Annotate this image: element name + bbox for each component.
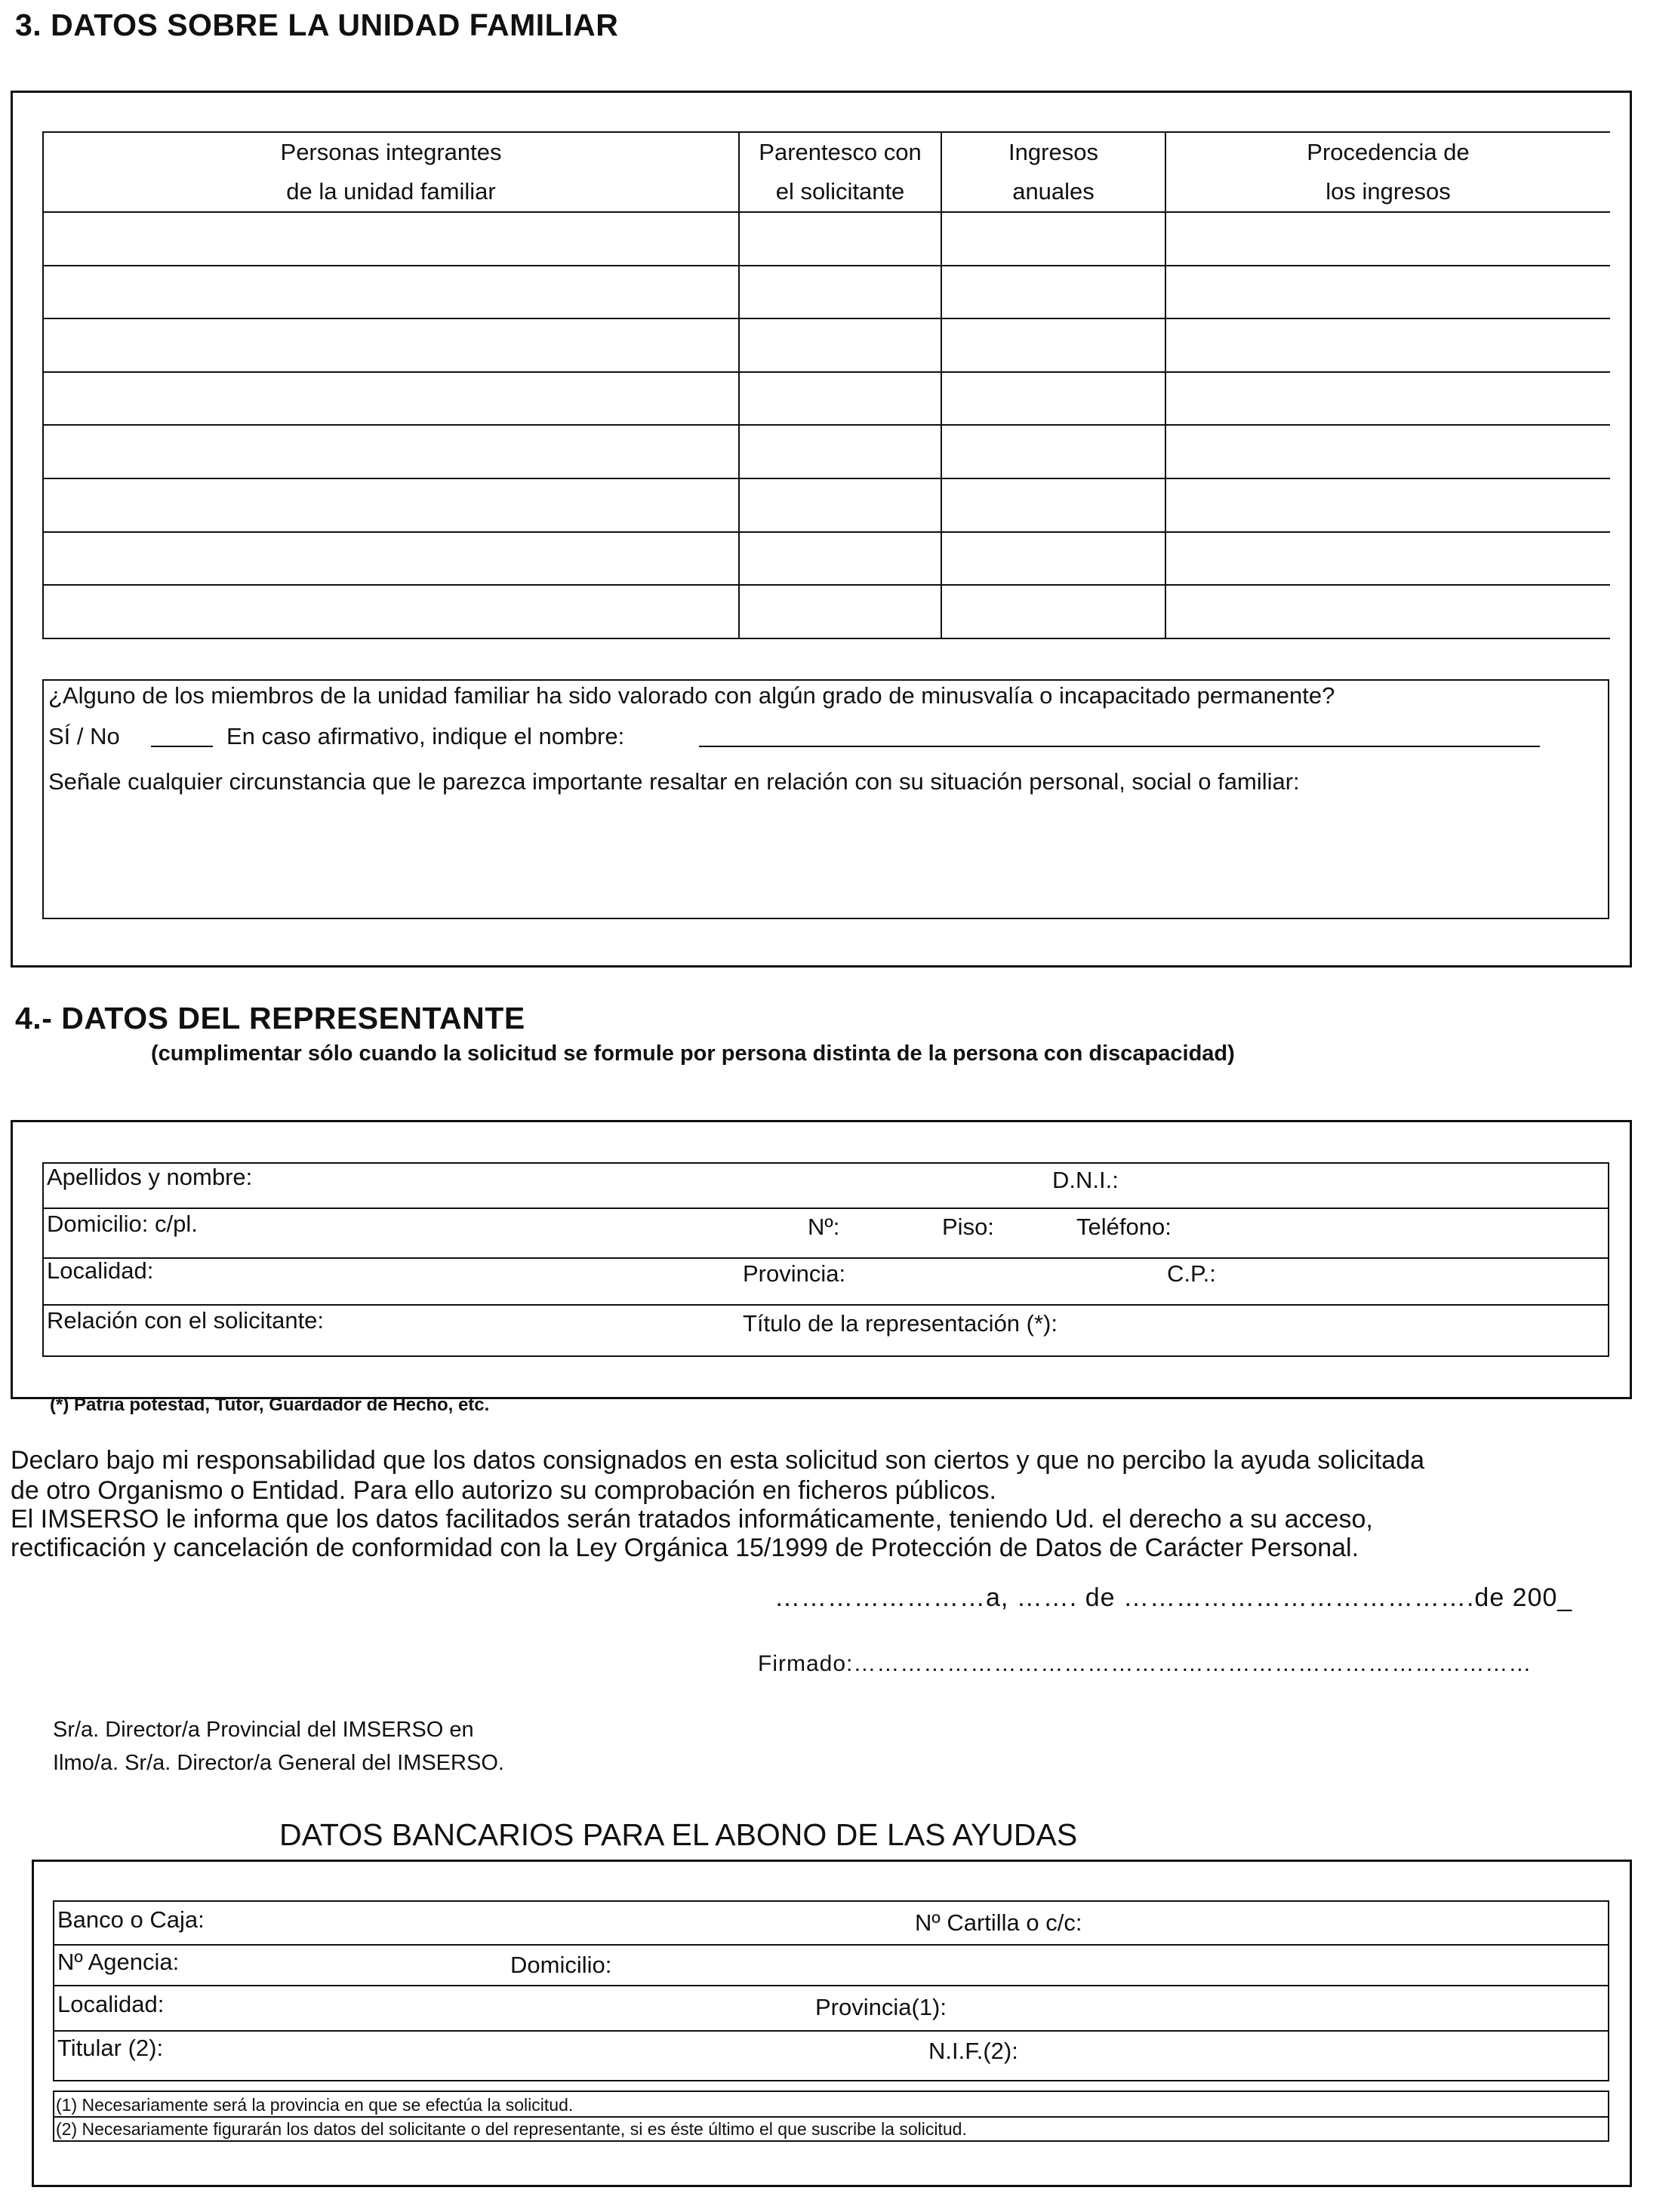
rep-row-divider [42,1257,1609,1259]
bank-titular-label: Titular (2): [57,2035,164,2061]
declaration-line3: El IMSERSO le informa que los datos facilitados serán tratados informáticamente, teniendo Ud. el derecho a su acceso, [11,1505,1373,1534]
income-source-cell[interactable] [1165,425,1610,478]
income-source-cell[interactable] [1165,532,1610,586]
person-cell[interactable] [43,212,739,266]
table-row [43,372,1610,426]
bank-agencia-label: Nº Agencia: [57,1949,180,1975]
rep-localidad-label: Localidad: [47,1257,154,1284]
signature-line[interactable]: Firmado:…………………………………………………………………………… [758,1651,1532,1676]
bank-cartilla-label: Nº Cartilla o c/c: [915,1909,1082,1936]
table-row [43,585,1610,638]
person-cell[interactable] [43,532,739,586]
rep-numero-label: Nº: [808,1214,840,1240]
date-line[interactable]: ……………………a, ……. de ………………………………….de 200_ [774,1583,1573,1612]
income-source-cell[interactable] [1165,372,1610,426]
addressee-line2: Ilmo/a. Sr/a. Director/a General del IMSERSO. [53,1751,504,1775]
income-cell[interactable] [941,266,1165,319]
rep-cp-label: C.P.: [1167,1260,1216,1287]
rep-domicilio-label: Domicilio: c/pl. [47,1211,198,1237]
header-income: Ingresos anuales [941,132,1165,212]
relationship-cell[interactable] [739,212,941,266]
rep-provincia-label: Provincia: [743,1260,846,1287]
name-label: En caso afirmativo, indique el nombre: [226,723,625,749]
bank-fields-box [53,1900,1609,2081]
header-persons: Personas integrantes de la unidad familiar [43,132,739,212]
declaration-line2: de otro Organismo o Entidad. Para ello autorizo su comprobación en ficheros públicos. [11,1476,996,1505]
person-cell[interactable] [43,478,739,532]
income-cell[interactable] [941,425,1165,478]
income-cell[interactable] [941,318,1165,372]
family-table [42,131,1610,639]
income-source-cell[interactable] [1165,585,1610,638]
bank-note-1: (1) Necesariamente será la provincia en que se efectúa la solicitud. [56,2095,574,2115]
bank-banco-label: Banco o Caja: [57,1906,205,1933]
income-source-cell[interactable] [1165,318,1610,372]
income-cell[interactable] [941,372,1165,426]
section4-subtitle: (cumplimentar sólo cuando la solicitud se formule por persona distinta de la persona con discapacidad) [151,1041,1235,1066]
income-cell[interactable] [941,212,1165,266]
income-source-cell[interactable] [1165,212,1610,266]
name-field[interactable] [699,746,1540,747]
bank-row-divider [53,1944,1609,1946]
income-cell[interactable] [941,532,1165,586]
rep-row-divider [42,1304,1609,1306]
bank-row-divider [53,2030,1609,2032]
table-row [43,532,1610,586]
relationship-cell[interactable] [739,372,941,426]
bank-nif-label: N.I.F.(2): [928,2038,1018,2064]
table-row [43,318,1610,372]
rep-row-divider [42,1208,1609,1209]
rep-telefono-label: Teléfono: [1076,1214,1172,1240]
yes-no-field[interactable] [151,746,213,747]
relationship-cell[interactable] [739,478,941,532]
income-source-cell[interactable] [1165,266,1610,319]
person-cell[interactable] [43,318,739,372]
rep-piso-label: Piso: [942,1214,994,1240]
table-row [43,478,1610,532]
yes-no-label: SÍ / No [48,723,120,749]
representative-footnote: (*) Patria potestad, Tutor, Guardador de Hecho, etc. [50,1395,490,1415]
circumstance-label: Señale cualquier circunstancia que le parezca importante resaltar en relación con su situación personal, social o familiar: [48,768,1300,795]
person-cell[interactable] [43,372,739,426]
declaration-line4: rectificación y cancelación de conformidad con la Ley Orgánica 15/1999 de Protección de Datos de Carácter Personal. [11,1534,1359,1562]
section4-title: 4.- DATOS DEL REPRESENTANTE [15,1001,525,1035]
table-row [43,425,1610,478]
disability-question: ¿Alguno de los miembros de la unidad familiar ha sido valorado con algún grado de minusvalía o incapacitado permanente? [48,682,1335,709]
relationship-cell[interactable] [739,532,941,586]
bank-title: DATOS BANCARIOS PARA EL ABONO DE LAS AYUDAS [279,1817,1078,1852]
person-cell[interactable] [43,425,739,478]
relationship-cell[interactable] [739,585,941,638]
bank-note-2: (2) Necesariamente figurarán los datos del solicitante o del representante, si es éste último el que suscribe la solicitud. [56,2119,967,2139]
addressee-line1: Sr/a. Director/a Provincial del IMSERSO en [53,1718,474,1742]
circumstance-field[interactable] [45,800,1606,916]
relationship-cell[interactable] [739,425,941,478]
bank-row-divider [53,1985,1609,1986]
income-cell[interactable] [941,478,1165,532]
header-relationship: Parentesco con el solicitante [739,132,941,212]
rep-relacion-label: Relación con el solicitante: [47,1307,325,1334]
person-cell[interactable] [43,585,739,638]
table-row [43,266,1610,319]
income-source-cell[interactable] [1165,478,1610,532]
relationship-cell[interactable] [739,318,941,372]
income-cell[interactable] [941,585,1165,638]
section3-title: 3. DATOS SOBRE LA UNIDAD FAMILIAR [15,8,619,42]
bank-provincia-label: Provincia(1): [815,1994,947,2020]
table-row [43,212,1610,266]
bank-localidad-label: Localidad: [57,1991,165,2017]
family-table-header [43,132,1610,212]
bank-notes-divider [53,2116,1609,2118]
person-cell[interactable] [43,266,739,319]
rep-dni-label: D.N.I.: [1052,1167,1119,1193]
rep-titulo-label: Título de la representación (*): [743,1310,1058,1337]
bank-domicilio-label: Domicilio: [510,1952,612,1978]
header-income-source: Procedencia de los ingresos [1165,132,1610,212]
relationship-cell[interactable] [739,266,941,319]
declaration-line1: Declaro bajo mi responsabilidad que los datos consignados en esta solicitud son ciertos y que no percibo la ayuda solicitada [11,1446,1425,1475]
rep-apellidos-label: Apellidos y nombre: [47,1164,253,1190]
